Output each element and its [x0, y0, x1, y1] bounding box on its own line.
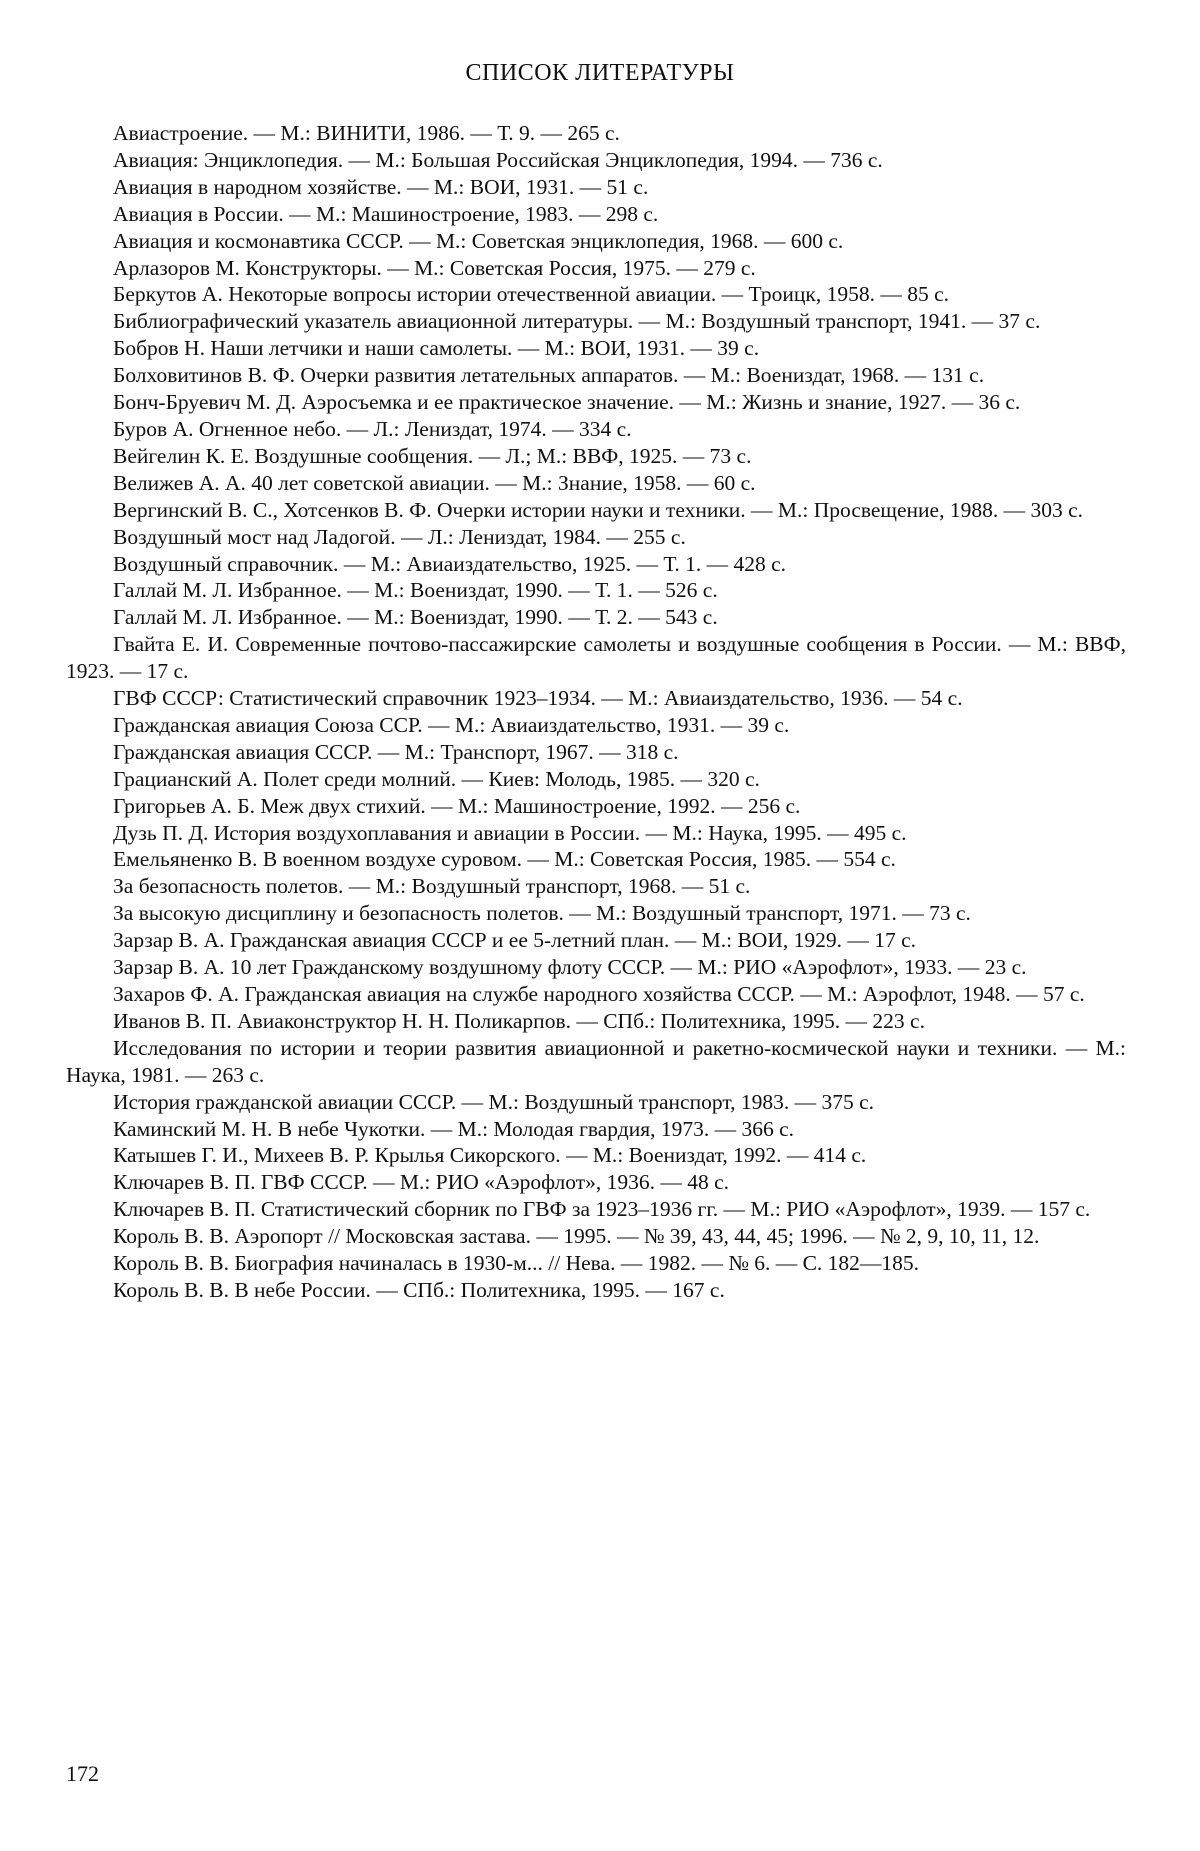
bibliography-entry: Арлазоров М. Конструкторы. — М.: Советская Россия, 1975. — 279 с. [113, 255, 756, 280]
bibliography-entry: Бобров Н. Наши летчики и наши самолеты. — М.: ВОИ, 1931. — 39 с. [113, 336, 760, 361]
bibliography-entry: Велижев А. А. 40 лет советской авиации. — М.: Знание, 1958. — 60 с. [113, 470, 756, 495]
bibliography-entry: Король В. В. Биография начиналась в 1930-м... // Нева. — 1982. — № 6. — С. 182—185. [113, 1251, 920, 1276]
bibliography-entry: История гражданской авиации СССР. — М.: Воздушный транспорт, 1983. — 375 с. [113, 1089, 875, 1114]
bibliography-entry: Воздушный мост над Ладогой. — Л.: Лениздат, 1984. — 255 с. [113, 524, 686, 549]
bibliography-list [66, 120, 1126, 1304]
bibliography-entry: Катышев Г. И., Михеев В. Р. Крылья Сикорского. — М.: Воениздат, 1992. — 414 с. [113, 1143, 867, 1168]
bibliography-entry: Авиастроение. — М.: ВИНИТИ, 1986. — Т. 9. — 265 с. [113, 121, 620, 145]
bibliography-entry: Гражданская авиация Союза ССР. — М.: Авиаиздательство, 1931. — 39 с. [113, 712, 790, 737]
bibliography-entry: Гвайта Е. И. Современные почтово-пассажирские самолеты и воздушные сообщения в России. — М.: ВВФ, 1923. — 17 с. [66, 632, 1126, 684]
bibliography-entry: Иванов В. П. Авиаконструктор Н. Н. Поликарпов. — СПб.: Политехника, 1995. — 223 с. [113, 1008, 925, 1033]
bibliography-entry: ГВФ СССР: Статистический справочник 1923–1934. — М.: Авиаиздательство, 1936. — 54 с. [113, 686, 963, 711]
bibliography-entry: Воздушный справочник. — М.: Авиаиздательство, 1925. — Т. 1. — 428 с. [113, 551, 786, 576]
bibliography-entry: Бонч-Бруевич М. Д. Аэросъемка и ее практическое значение. — М.: Жизнь и знание, 1927. — 36 с. [113, 390, 1021, 415]
bibliography-entry: Буров А. Огненное небо. — Л.: Лениздат, 1974. — 334 с. [113, 416, 632, 441]
bibliography-entry: Галлай М. Л. Избранное. — М.: Воениздат, 1990. — Т. 2. — 543 с. [113, 605, 718, 630]
page-number: 172 [66, 1761, 99, 1786]
bibliography-entry: Авиация и космонавтика СССР. — М.: Советская энциклопедия, 1968. — 600 с. [113, 228, 844, 253]
bibliography-entry: За безопасность полетов. — М.: Воздушный транспорт, 1968. — 51 с. [113, 874, 751, 899]
bibliography-entry: Каминский М. Н. В небе Чукотки. — М.: Молодая гвардия, 1973. — 366 с. [113, 1116, 795, 1141]
bibliography-entry: Вергинский В. С., Хотсенков В. Ф. Очерки истории науки и техники. — М.: Просвещение, 1988. — 303 с. [113, 497, 1083, 522]
bibliography-entry: Авиация в народном хозяйстве. — М.: ВОИ, 1931. — 51 с. [113, 174, 649, 199]
bibliography-entry: Захаров Ф. А. Гражданская авиация на службе народного хозяйства СССР. — М.: Аэрофлот, 1948. — 57 с. [113, 982, 1085, 1006]
bibliography-entry: Ключарев В. П. Статистический сборник по ГВФ за 1923–1936 гг. — М.: РИО «Аэрофлот», 1939. — 157 с. [113, 1197, 1091, 1222]
bibliography-entry: Исследования по истории и теории развития авиационной и ракетно-космической науки и техники. — М.: Наука, 1981. — 263 с. [66, 1035, 1126, 1087]
bibliography-entry: Зарзар В. А. Гражданская авиация СССР и ее 5-летний план. — М.: ВОИ, 1929. — 17 с. [113, 928, 917, 953]
bibliography-entry: Зарзар В. А. 10 лет Гражданскому воздушному флоту СССР. — М.: РИО «Аэрофлот», 1933. — 23 с. [113, 955, 1027, 980]
bibliography-entry: Ключарев В. П. ГВФ СССР. — М.: РИО «Аэрофлот», 1936. — 48 с. [113, 1170, 730, 1195]
page-title: СПИСОК ЛИТЕРАТУРЫ [465, 60, 735, 86]
bibliography-entry: Емельяненко В. В военном воздухе суровом. — М.: Советская Россия, 1985. — 554 с. [113, 847, 896, 872]
bibliography-entry: Король В. В. Аэропорт // Московская застава. — 1995. — № 39, 43, 44, 45; 1996. — № 2, 9, 10, 11, 12. [113, 1224, 1040, 1249]
bibliography-entry: За высокую дисциплину и безопасность полетов. — М.: Воздушный транспорт, 1971. — 73 с. [113, 901, 971, 926]
bibliography-entry: Вейгелин К. Е. Воздушные сообщения. — Л.; М.: ВВФ, 1925. — 73 с. [113, 443, 752, 468]
bibliography-entry: Грацианский А. Полет среди молний. — Киев: Молодь, 1985. — 320 с. [113, 766, 760, 791]
bibliography-entry: Авиация в России. — М.: Машиностроение, 1983. — 298 с. [113, 201, 659, 226]
bibliography-entry: Галлай М. Л. Избранное. — М.: Воениздат, 1990. — Т. 1. — 526 с. [113, 578, 718, 603]
bibliography-entry: Болховитинов В. Ф. Очерки развития летательных аппаратов. — М.: Воениздат, 1968. — 131 с. [113, 363, 985, 388]
bibliography-entry: Беркутов А. Некоторые вопросы истории отечественной авиации. — Троицк, 1958. — 85 с. [113, 282, 950, 307]
bibliography-entry: Авиация: Энциклопедия. — М.: Большая Российская Энциклопедия, 1994. — 736 с. [113, 147, 883, 172]
bibliography-entry: Григорьев А. Б. Меж двух стихий. — М.: Машиностроение, 1992. — 256 с. [113, 793, 801, 818]
bibliography-entry: Король В. В. В небе России. — СПб.: Политехника, 1995. — 167 с. [113, 1277, 725, 1302]
bibliography-entry: Гражданская авиация СССР. — М.: Транспорт, 1967. — 318 с. [113, 739, 679, 764]
bibliography-entry: Библиографический указатель авиационной литературы. — М.: Воздушный транспорт, 1941. — 37 с. [113, 309, 1041, 334]
bibliography-entry: Дузь П. Д. История воздухоплавания и авиации в России. — М.: Наука, 1995. — 495 с. [113, 820, 907, 845]
